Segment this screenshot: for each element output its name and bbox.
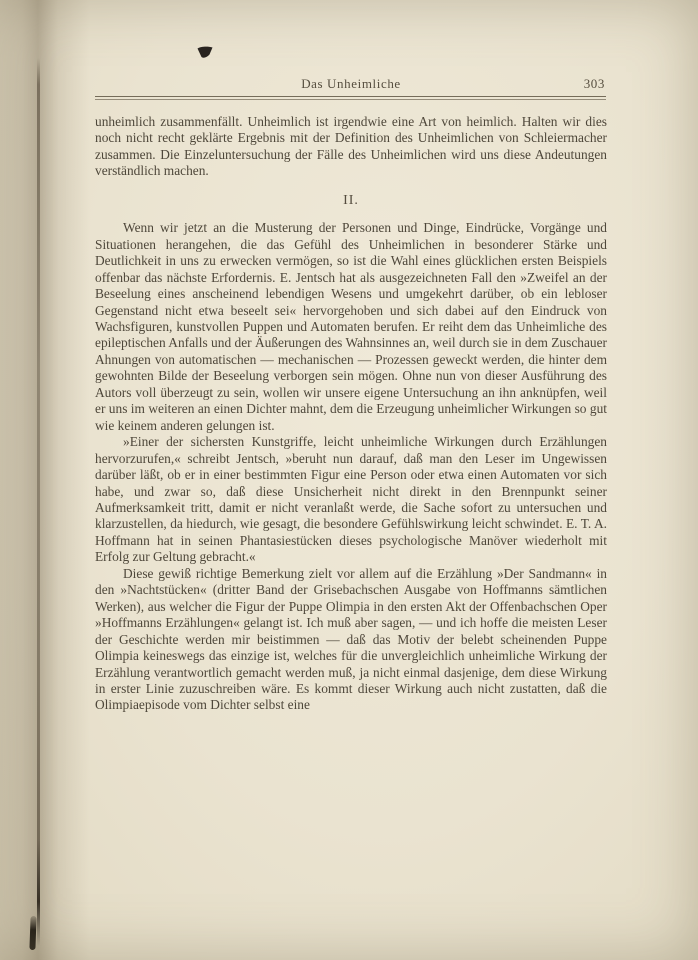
gutter-bottom-ink-mark — [29, 916, 36, 950]
running-title: Das Unheimliche — [301, 76, 401, 91]
paragraph-quote: »Einer der sichersten Kunstgriffe, leicht unheimliche Wirkungen durch Erzählungen hervorzurufen,« schreibt Jentsch, »beruht nun darauf, daß man den Leser im Ungewissen darüber läßt, ob er in einer bestimmten Figur eine Person oder etwa einen Automaten vor sich habe, und zwar so, daß diese Unsicherheit nicht direkt in den Brennpunkt seiner Aufmerksamkeit tritt, damit er nicht veranlaßt werde, die Sache sofort zu untersuchen und klarzustellen, da hiedurch, wie gesagt, die besondere Gefühlswirkung leicht schwindet. E. T. A. Hoffmann hat in seinen Phantasiestücken dieses psychologische Manöver wiederholt mit Erfolg zur Geltung gebracht.« — [95, 434, 607, 565]
page-number: 303 — [583, 76, 605, 91]
section-heading: II. — [343, 192, 359, 208]
running-header — [95, 76, 607, 94]
ink-blot-icon — [196, 46, 214, 61]
text-column — [95, 114, 607, 714]
paragraph: Diese gewiß richtige Bemerkung zielt vor allem auf die Erzählung »Der Sandmann« in den »Nachtstücken« (dritter Band der Grisebachschen Ausgabe von Hoffmanns sämtlichen Werken), aus welcher die Figur der Puppe Olimpia in den ersten Akt der Offenbachschen Oper »Hoffmanns Erzählungen« gelangt ist. Ich muß aber sagen, — und ich hoffe die meisten Leser der Geschichte werden mir beistimmen — daß das Motiv der belebt scheinenden Puppe Olimpia keineswegs das einzige ist, welches für die unvergleichlich unheimliche Wirkung der Erzählung verantwortlich gemacht werden muß, ja nicht einmal dasjenige, dem diese Wirkung in erster Linie zuzuschreiben wäre. Es kommt dieser Wirkung auch nicht zustatten, daß die Olimpiaepisode vom Dichter selbst eine — [95, 565, 607, 713]
paragraph-continuation: unheimlich zusammenfällt. Unheimlich ist irgendwie eine Art von heimlich. Halten wir dies noch nicht recht geklärte Ergebnis mit der Definition des Unheimlichen von Schleiermacher zusammen. Die Einzeluntersuchung der Fälle des Unheimlichen wird uns diese Andeutungen verständlich machen. — [95, 114, 607, 179]
gutter-crease-line — [37, 58, 40, 946]
paragraph: Wenn wir jetzt an die Musterung der Personen und Dinge, Eindrücke, Vorgänge und Situationen herangehen, die das Gefühl des Unheimlichen in besonderer Stärke und Deutlichkeit in uns zu erwecken vermögen, so ist die Wahl eines glücklichen ersten Beispiels offenbar das nächste Erfordernis. E. Jentsch hat als ausgezeichneten Fall den »Zweifel an der Beseelung eines anscheinend lebendigen Wesens und umgekehrt darüber, ob ein lebloser Gegenstand nicht etwa beseelt sei« hervorgehoben und sich dabei auf den Eindruck von Wachsfiguren, kunstvollen Puppen und Automaten berufen. Er reiht dem das Unheimliche des epileptischen Anfalls und der Äußerungen des Wahnsinnes an, weil durch sie in dem Zuschauer Ahnungen von automatischen — mechanischen — Prozessen geweckt werden, die hinter dem gewohnten Bilde der Beseelung verborgen sein mögen. Ohne nun von dieser Ausführung des Autors voll überzeugt zu sein, wollen wir unsere eigene Untersuchung an ihn anknüpfen, weil er uns im weiteren an einen Dichter mahnt, dem die Erzeugung unheimlicher Wirkungen so gut wie keinem anderen gelungen ist. — [95, 220, 607, 433]
header-rule — [95, 96, 606, 100]
gutter-shadow — [0, 0, 90, 960]
